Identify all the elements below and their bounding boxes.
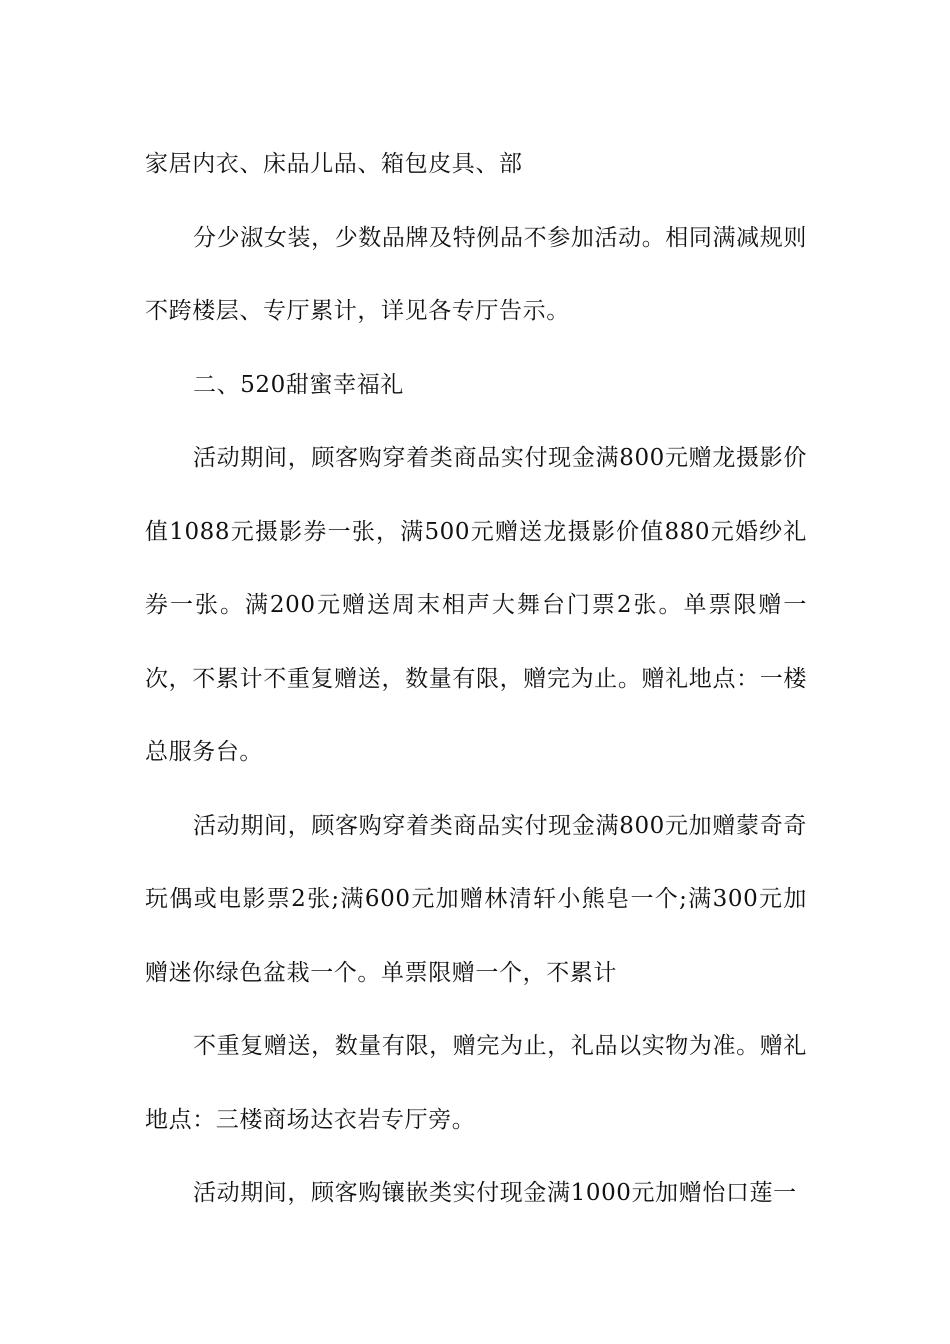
paragraph-6: 活动期间，顾客购镶嵌类实付现金满1000元加赠怡口莲一	[193, 1180, 797, 1206]
paragraph-5: 不重复赠送，数量有限，赠完为止，礼品以实物为准。赠礼地点：三楼商场达衣岩专厅旁。	[145, 1033, 807, 1133]
paragraph-2: 分少淑女装，少数品牌及特例品不参加活动。相同满减规则不跨楼层、专厅累计，详见各专厅告示。	[145, 224, 807, 324]
paragraph-1: 家居内衣、床品儿品、箱包皮具、部	[145, 151, 523, 177]
section-heading: 二、520甜蜜幸福礼	[193, 371, 404, 398]
paragraph-4: 活动期间，顾客购穿着类商品实付现金满800元加赠蒙奇奇玩偶或电影票2张;满600元加赠林清轩小熊皂一个;满300元加赠迷你绿色盆栽一个。单票限赠一个，不累计	[145, 812, 807, 986]
document-body	[145, 128, 807, 1231]
paragraph-3: 活动期间，顾客购穿着类商品实付现金满800元赠龙摄影价值1088元摄影券一张，满500元赠送龙摄影价值880元婚纱礼券一张。满200元赠送周末相声大舞台门票2张。单票限赠一次，不累计不重复赠送，数量有限，赠完为止。赠礼地点：一楼总服务台。	[145, 445, 807, 765]
